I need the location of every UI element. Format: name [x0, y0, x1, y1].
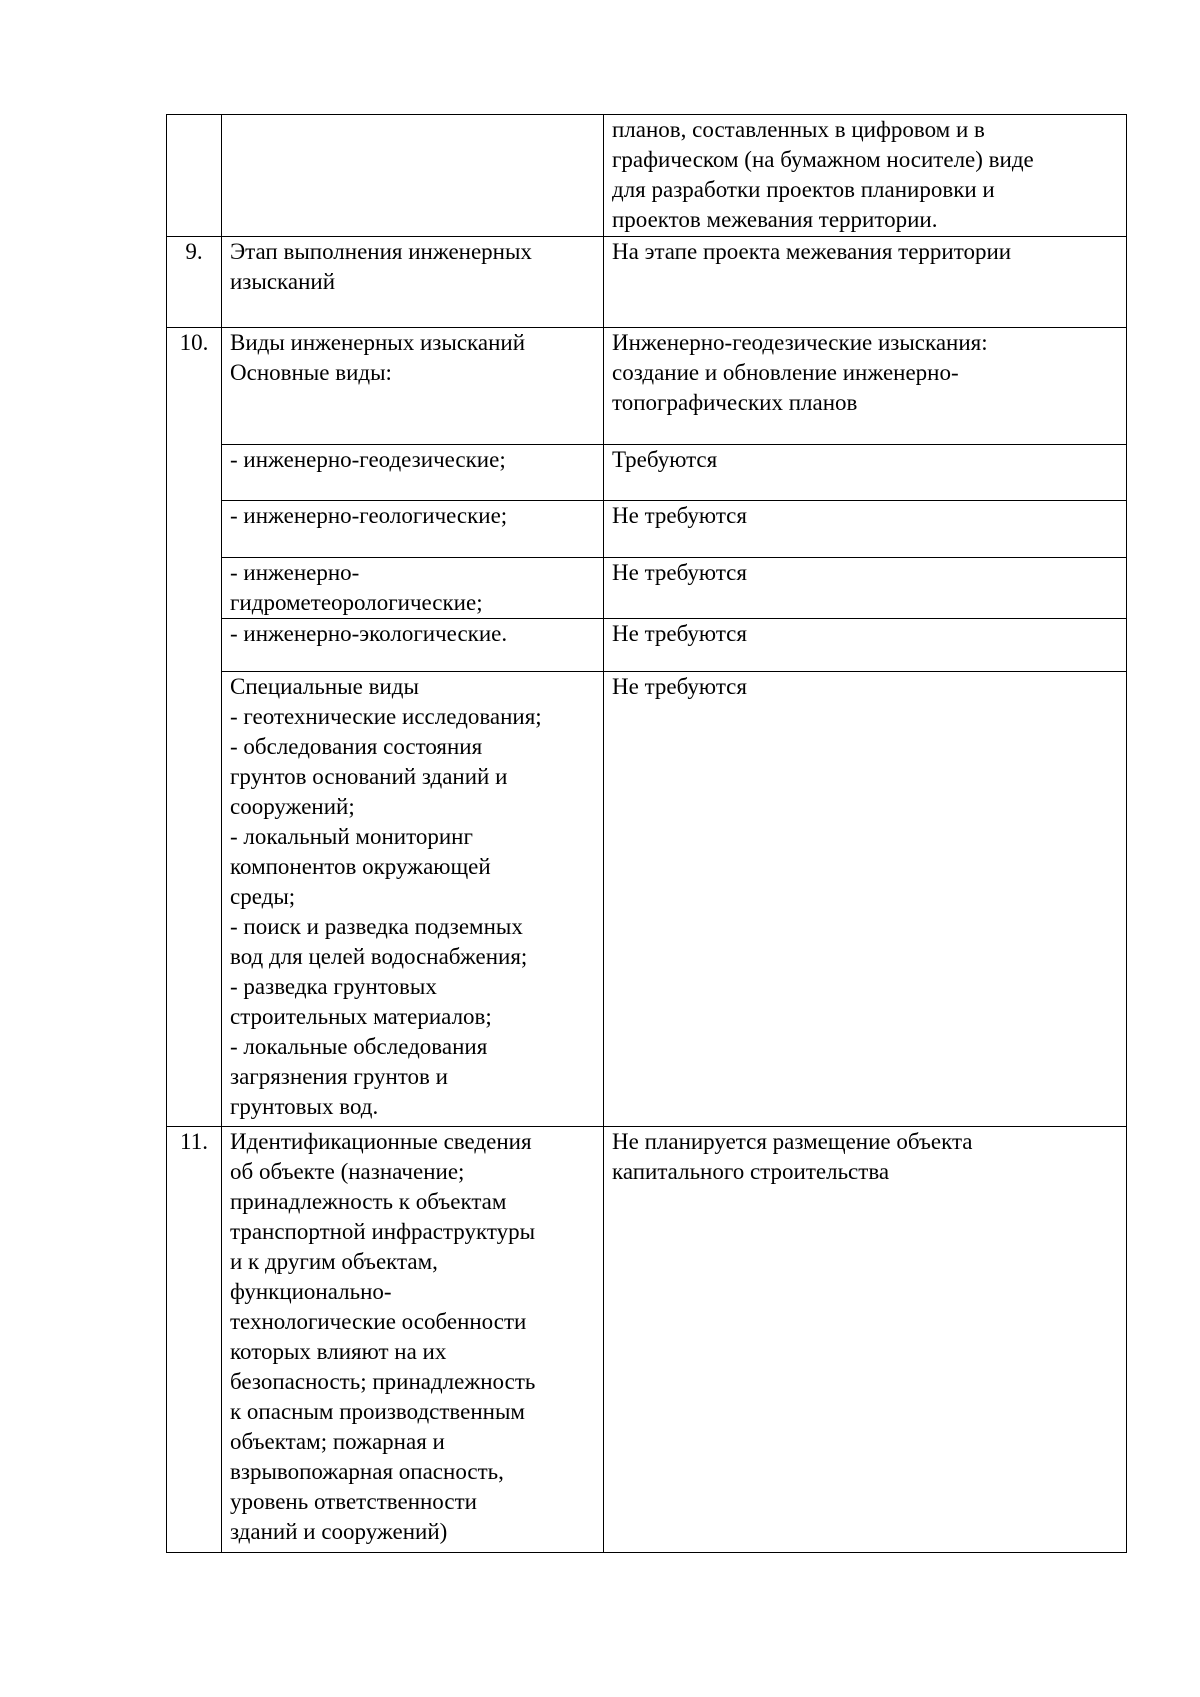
row-number-cell: 10.	[167, 328, 222, 1127]
row-value-cell: Инженерно-геодезические изыскания: создание и обновление инженерно- топографических планов	[604, 328, 1127, 445]
row-name-cell: Идентификационные сведения об объекте (назначение; принадлежность к объектам транспортной инфраструктуры и к другим объектам, функционально- технологические особенности которых влияют на их безопасность; принадлежность к опасным производственным объектам; пожарная и взрывопожарная опасность, уровень ответственности зданий и сооружений)	[222, 1127, 604, 1553]
row-number-cell	[167, 115, 222, 237]
survey-requirement-cell: Не требуются	[604, 501, 1127, 558]
survey-type-cell: Специальные виды - геотехнические исследования; - обследования состояния грунтов оснований зданий и сооружений; - локальный мониторинг компонентов окружающей среды; - поиск и разведка подземных вод для целей водоснабжения; - разведка грунтовых строительных материалов; - локальные обследования загрязнения грунтов и грунтовых вод.	[222, 672, 604, 1127]
row-name-cell: Этап выполнения инженерных изысканий	[222, 237, 604, 328]
survey-type-cell: - инженерно-геологические;	[222, 501, 604, 558]
table-subrow	[167, 445, 1127, 501]
table-row-continuation	[167, 115, 1127, 237]
survey-requirement-cell: Требуются	[604, 445, 1127, 501]
row-name-cell	[222, 115, 604, 237]
survey-requirement-cell: Не требуются	[604, 619, 1127, 672]
survey-requirement-cell: Не требуются	[604, 672, 1127, 1127]
survey-type-cell: - инженерно-геодезические;	[222, 445, 604, 501]
table-subrow	[167, 501, 1127, 558]
table-subrow	[167, 672, 1127, 1127]
table-row-9	[167, 237, 1127, 328]
row-number-cell: 11.	[167, 1127, 222, 1553]
table-row-10	[167, 328, 1127, 445]
row-value-cell: На этапе проекта межевания территории	[604, 237, 1127, 328]
row-number-cell: 9.	[167, 237, 222, 328]
row-value-cell: Не планируется размещение объекта капитального строительства	[604, 1127, 1127, 1553]
table-row-11	[167, 1127, 1127, 1553]
table-subrow	[167, 558, 1127, 619]
survey-type-cell: - инженерно-экологические.	[222, 619, 604, 672]
survey-requirement-cell: Не требуются	[604, 558, 1127, 619]
survey-type-cell: - инженерно- гидрометеорологические;	[222, 558, 604, 619]
table-subrow	[167, 619, 1127, 672]
row-name-cell: Виды инженерных изысканий Основные виды:	[222, 328, 604, 445]
row-value-cell: планов, составленных в цифровом и в графическом (на бумажном носителе) виде для разработки проектов планировки и проектов межевания территории.	[604, 115, 1127, 237]
requirements-table	[166, 114, 1127, 1553]
